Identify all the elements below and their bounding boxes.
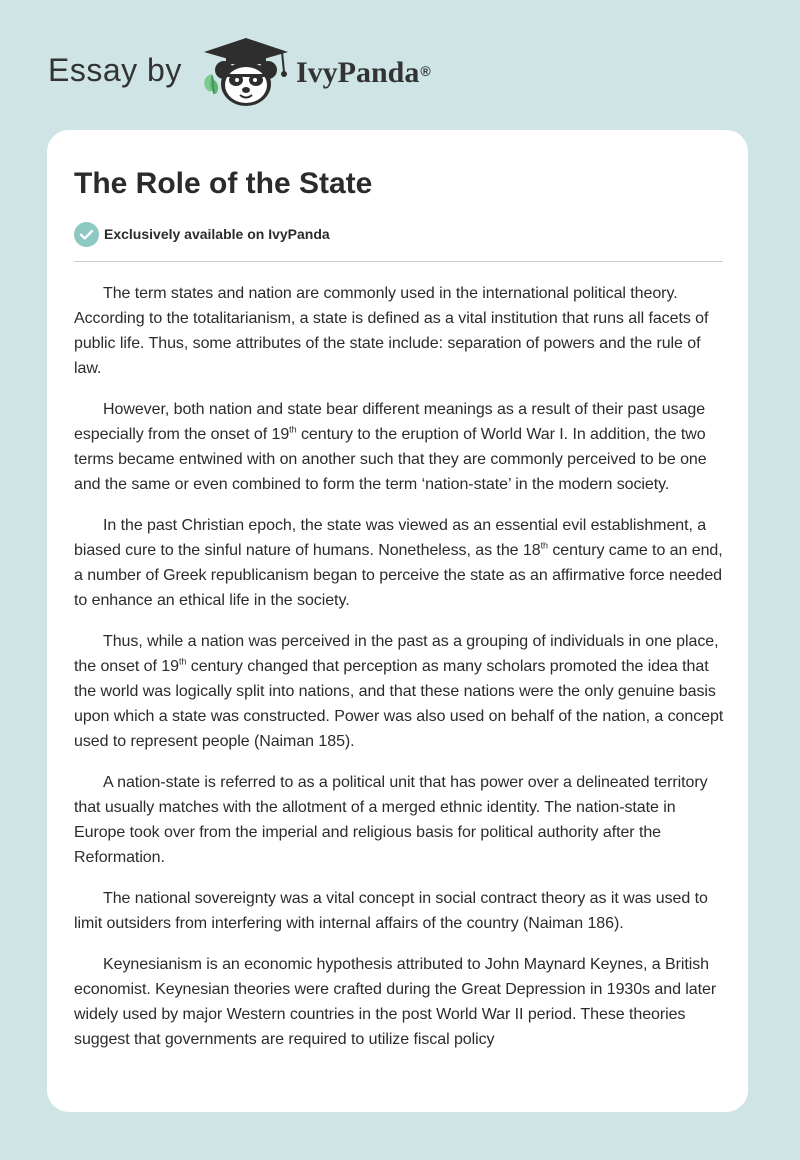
check-circle-icon <box>74 222 99 247</box>
title-divider <box>74 261 723 262</box>
registered-mark: ® <box>420 63 431 79</box>
brand-name-text: IvyPanda <box>296 56 420 89</box>
essay-paragraph: The term states and nation are commonly used in the international political theory. According to the totalitarianism, a state is defined as a vital institution that runs all facets of public life. Thus, some attributes of the state include: separation of powers and the rule of law. <box>74 285 709 377</box>
ordinal-suffix: th <box>289 424 297 435</box>
essay-paragraph: Thus, while a nation was perceived in the past as a grouping of individuals in one place, the onset of 19th century changed that perception as many scholars promoted the idea that the world was logically split into nations, and that these nations were the only genuine basis upon which a state was constructed. Power was also used on behalf of the nation, a concept used to represent people (Naiman 185). <box>74 633 724 750</box>
essay-by-label: Essay by <box>48 52 182 88</box>
panda-graduate-icon[interactable] <box>198 32 294 110</box>
essay-paragraph: A nation-state is referred to as a political unit that has power over a delineated territory that usually matches with the allotment of a merged ethnic identity. The nation-state in Europe took over from the imperial and religious basis for political authority after the Reformation. <box>74 774 708 866</box>
essay-card <box>47 130 748 1112</box>
site-header <box>0 0 800 120</box>
exclusive-badge <box>74 221 330 247</box>
essay-paragraph: The national sovereignty was a vital concept in social contract theory as it was used to limit outsiders from interfering with internal affairs of the country (Naiman 186). <box>74 890 708 932</box>
essay-body <box>74 281 724 1068</box>
essay-title: The Role of the State <box>74 167 373 200</box>
essay-paragraph: In the past Christian epoch, the state was viewed as an essential evil establishment, a biased cure to the sinful nature of humans. Nonetheless, as the 18th century came to an end, a number of Greek republicanism began to perceive the state as an affirmative force needed to enhance an ethical life in the society. <box>74 517 723 609</box>
ordinal-suffix: th <box>540 540 548 551</box>
ordinal-suffix: th <box>178 656 187 667</box>
essay-paragraph: However, both nation and state bear different meanings as a result of their past usage especially from the onset of 19th century to the eruption of World War I. In addition, the two terms became entwined with on another such that they are commonly perceived to be one and the same or even combined to form the term ‘nation-state’ in the modern society. <box>74 401 707 493</box>
exclusive-badge-text: Exclusively available on IvyPanda <box>104 226 330 242</box>
essay-paragraph: Keynesianism is an economic hypothesis attributed to John Maynard Keynes, a British economist. Keynesian theories were crafted during the Great Depression in 1930s and later widely used by major Western countries in the post World War II period. These theories suggest that governments are required to utilize fiscal policy <box>74 956 717 1048</box>
brand-name[interactable] <box>296 55 431 91</box>
